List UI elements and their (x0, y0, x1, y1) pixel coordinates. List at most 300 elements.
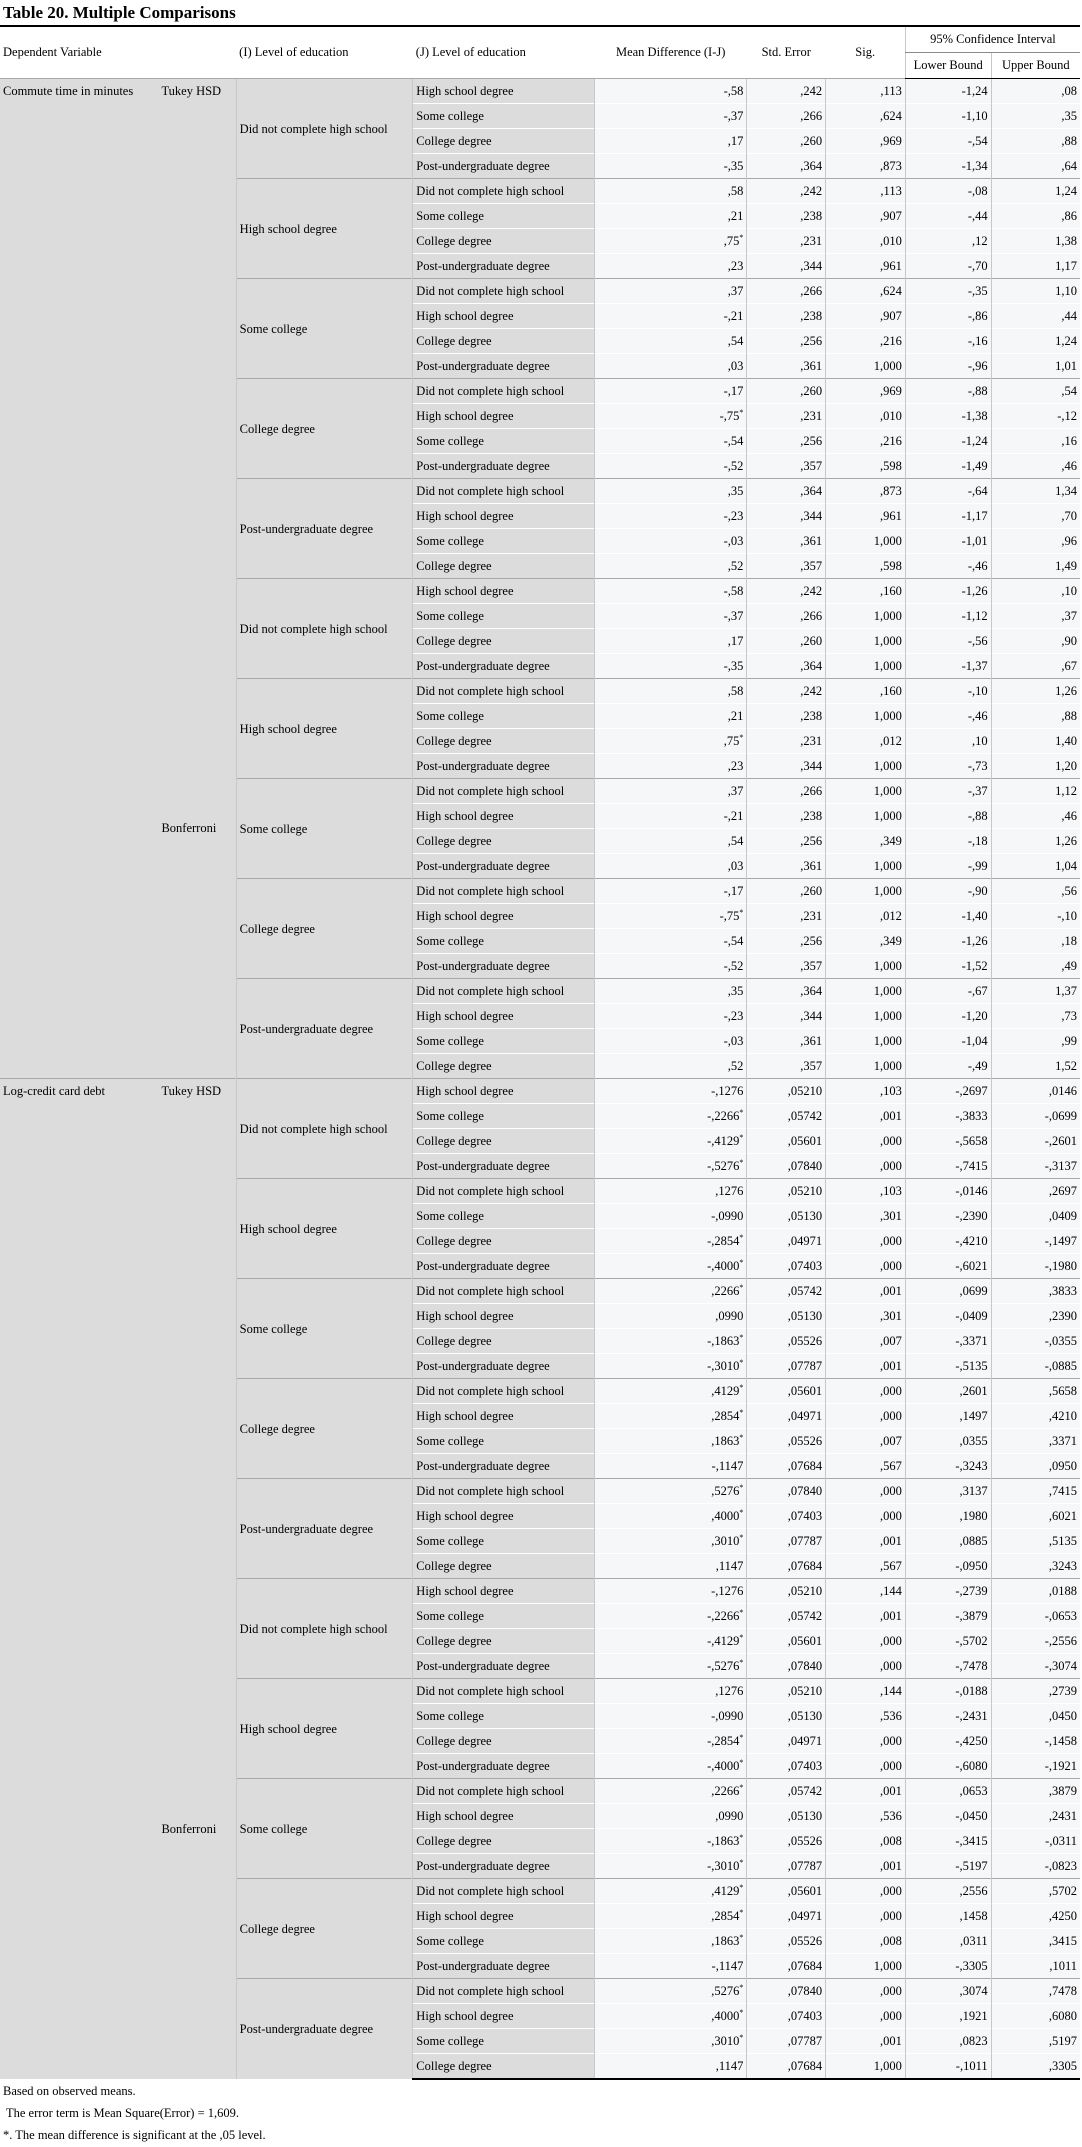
sig-cell: ,000 (826, 1979, 906, 2004)
footnote: Based on observed means. (3, 2084, 136, 2098)
upper-bound-cell: 1,04 (991, 854, 1080, 879)
mean-difference-cell: ,17 (594, 629, 746, 654)
lower-bound-cell: -,18 (905, 829, 991, 854)
lower-bound-cell: -,7478 (905, 1654, 991, 1679)
mean-difference-cell: ,75* (594, 729, 746, 754)
sig-cell: 1,000 (826, 879, 906, 904)
j-level-cell: College degree (413, 129, 595, 154)
sig-cell: ,000 (826, 1254, 906, 1279)
lower-bound-cell: -,16 (905, 329, 991, 354)
table-body (0, 79, 1080, 2080)
i-level-cell: Some college (236, 779, 413, 879)
std-error-cell: ,07403 (747, 1504, 826, 1529)
upper-bound-cell: ,35 (991, 104, 1080, 129)
upper-bound-cell: ,16 (991, 429, 1080, 454)
mean-difference-cell: ,37 (594, 279, 746, 304)
sig-cell: 1,000 (826, 354, 906, 379)
lower-bound-cell: -,46 (905, 704, 991, 729)
j-level-cell: Some college (413, 1429, 595, 1454)
mean-difference-cell: -,4129* (594, 1129, 746, 1154)
upper-bound-cell: ,70 (991, 504, 1080, 529)
upper-bound-cell: ,49 (991, 954, 1080, 979)
sig-cell: ,001 (826, 1854, 906, 1879)
std-error-cell: ,07684 (747, 2054, 826, 2080)
j-level-cell: Did not complete high school (413, 1879, 595, 1904)
lower-bound-cell: -,0146 (905, 1179, 991, 1204)
header-std-error: Std. Error (747, 26, 826, 79)
sig-cell: ,000 (826, 1504, 906, 1529)
upper-bound-cell: ,7415 (991, 1479, 1080, 1504)
mean-difference-cell: ,23 (594, 254, 746, 279)
mean-difference-cell: ,4000* (594, 1504, 746, 1529)
mean-difference-cell: -,75* (594, 404, 746, 429)
upper-bound-cell: ,3879 (991, 1779, 1080, 1804)
j-level-cell: Did not complete high school (413, 779, 595, 804)
upper-bound-cell: ,6021 (991, 1504, 1080, 1529)
upper-bound-cell: ,46 (991, 454, 1080, 479)
lower-bound-cell: -,2390 (905, 1204, 991, 1229)
sig-cell: ,969 (826, 129, 906, 154)
mean-difference-cell: -,4000* (594, 1254, 746, 1279)
j-level-cell: College degree (413, 729, 595, 754)
footnote: *. The mean difference is significant at the ,05 level. (3, 2128, 266, 2142)
sig-cell: ,160 (826, 579, 906, 604)
std-error-cell: ,05526 (747, 1429, 826, 1454)
upper-bound-cell: ,96 (991, 529, 1080, 554)
sig-cell: ,349 (826, 829, 906, 854)
upper-bound-cell: -,0311 (991, 1829, 1080, 1854)
upper-bound-cell: ,56 (991, 879, 1080, 904)
i-level-cell: High school degree (236, 1679, 413, 1779)
upper-bound-cell: -,2601 (991, 1129, 1080, 1154)
lower-bound-cell: -,46 (905, 554, 991, 579)
upper-bound-cell: ,3415 (991, 1929, 1080, 1954)
lower-bound-cell: ,1980 (905, 1504, 991, 1529)
upper-bound-cell: ,73 (991, 1004, 1080, 1029)
upper-bound-cell: ,3305 (991, 2054, 1080, 2080)
mean-difference-cell: ,21 (594, 704, 746, 729)
sig-cell: 1,000 (826, 1029, 906, 1054)
j-level-cell: Some college (413, 1204, 595, 1229)
sig-cell: 1,000 (826, 1004, 906, 1029)
upper-bound-cell: 1,26 (991, 829, 1080, 854)
std-error-cell: ,364 (747, 479, 826, 504)
sig-cell: 1,000 (826, 979, 906, 1004)
j-level-cell: Some college (413, 1029, 595, 1054)
upper-bound-cell: 1,01 (991, 354, 1080, 379)
j-level-cell: Did not complete high school (413, 1179, 595, 1204)
method-cell: Bonferroni (158, 579, 236, 1079)
lower-bound-cell: -,37 (905, 779, 991, 804)
j-level-cell: High school degree (413, 1304, 595, 1329)
std-error-cell: ,357 (747, 454, 826, 479)
lower-bound-cell: -,3305 (905, 1954, 991, 1979)
dependent-variable-cell: Commute time in minutes (0, 79, 158, 1079)
std-error-cell: ,242 (747, 179, 826, 204)
sig-cell: ,567 (826, 1454, 906, 1479)
mean-difference-cell: -,1863* (594, 1829, 746, 1854)
lower-bound-cell: -,54 (905, 129, 991, 154)
lower-bound-cell: -,5658 (905, 1129, 991, 1154)
upper-bound-cell: ,0188 (991, 1579, 1080, 1604)
upper-bound-cell: ,10 (991, 579, 1080, 604)
j-level-cell: Did not complete high school (413, 679, 595, 704)
upper-bound-cell: ,0950 (991, 1454, 1080, 1479)
std-error-cell: ,05601 (747, 1129, 826, 1154)
std-error-cell: ,07403 (747, 2004, 826, 2029)
lower-bound-cell: -,99 (905, 854, 991, 879)
j-level-cell: Post-undergraduate degree (413, 1254, 595, 1279)
mean-difference-cell: -,3010* (594, 1854, 746, 1879)
std-error-cell: ,05210 (747, 1579, 826, 1604)
lower-bound-cell: -,96 (905, 354, 991, 379)
std-error-cell: ,260 (747, 879, 826, 904)
sig-cell: ,144 (826, 1679, 906, 1704)
j-level-cell: Post-undergraduate degree (413, 854, 595, 879)
upper-bound-cell: ,0450 (991, 1704, 1080, 1729)
std-error-cell: ,05601 (747, 1379, 826, 1404)
sig-cell: ,001 (826, 1529, 906, 1554)
j-level-cell: High school degree (413, 1804, 595, 1829)
mean-difference-cell: ,35 (594, 979, 746, 1004)
upper-bound-cell: ,6080 (991, 2004, 1080, 2029)
std-error-cell: ,260 (747, 129, 826, 154)
std-error-cell: ,238 (747, 304, 826, 329)
mean-difference-cell: ,37 (594, 779, 746, 804)
lower-bound-cell: -1,49 (905, 454, 991, 479)
std-error-cell: ,05210 (747, 1679, 826, 1704)
upper-bound-cell: -,0823 (991, 1854, 1080, 1879)
mean-difference-cell: -,17 (594, 879, 746, 904)
j-level-cell: College degree (413, 329, 595, 354)
mean-difference-cell: ,0990 (594, 1304, 746, 1329)
sig-cell: ,000 (826, 1904, 906, 1929)
j-level-cell: Post-undergraduate degree (413, 1454, 595, 1479)
j-level-cell: Post-undergraduate degree (413, 954, 595, 979)
upper-bound-cell: ,54 (991, 379, 1080, 404)
std-error-cell: ,242 (747, 679, 826, 704)
upper-bound-cell: -,1497 (991, 1229, 1080, 1254)
j-level-cell: Post-undergraduate degree (413, 1154, 595, 1179)
std-error-cell: ,05130 (747, 1304, 826, 1329)
lower-bound-cell: ,0355 (905, 1429, 991, 1454)
sig-cell: ,000 (826, 1729, 906, 1754)
sig-cell: ,160 (826, 679, 906, 704)
lower-bound-cell: -,2431 (905, 1704, 991, 1729)
j-level-cell: High school degree (413, 2004, 595, 2029)
sig-cell: ,008 (826, 1829, 906, 1854)
j-level-cell: College degree (413, 554, 595, 579)
sig-cell: ,216 (826, 329, 906, 354)
lower-bound-cell: -1,17 (905, 504, 991, 529)
header-sig: Sig. (826, 26, 906, 79)
lower-bound-cell: -1,24 (905, 429, 991, 454)
upper-bound-cell: 1,40 (991, 729, 1080, 754)
mean-difference-cell: ,0990 (594, 1804, 746, 1829)
sig-cell: ,144 (826, 1579, 906, 1604)
lower-bound-cell: -,0409 (905, 1304, 991, 1329)
j-level-cell: High school degree (413, 1004, 595, 1029)
std-error-cell: ,260 (747, 379, 826, 404)
sig-cell: ,301 (826, 1304, 906, 1329)
i-level-cell: College degree (236, 879, 413, 979)
i-level-cell: Did not complete high school (236, 1579, 413, 1679)
mean-difference-cell: ,54 (594, 829, 746, 854)
j-level-cell: Some college (413, 104, 595, 129)
lower-bound-cell: -1,24 (905, 79, 991, 104)
sig-cell: ,961 (826, 504, 906, 529)
std-error-cell: ,07403 (747, 1254, 826, 1279)
std-error-cell: ,231 (747, 404, 826, 429)
j-level-cell: Some college (413, 1604, 595, 1629)
mean-difference-cell: ,23 (594, 754, 746, 779)
lower-bound-cell: -1,26 (905, 579, 991, 604)
std-error-cell: ,05601 (747, 1879, 826, 1904)
j-level-cell: Post-undergraduate degree (413, 454, 595, 479)
sig-cell: ,000 (826, 1404, 906, 1429)
std-error-cell: ,07840 (747, 1979, 826, 2004)
upper-bound-cell: ,1011 (991, 1954, 1080, 1979)
mean-difference-cell: -,1147 (594, 1454, 746, 1479)
std-error-cell: ,238 (747, 204, 826, 229)
j-level-cell: Did not complete high school (413, 879, 595, 904)
lower-bound-cell: -,0950 (905, 1554, 991, 1579)
mean-difference-cell: -,5276* (594, 1654, 746, 1679)
lower-bound-cell: -,4250 (905, 1729, 991, 1754)
std-error-cell: ,07787 (747, 1854, 826, 1879)
lower-bound-cell: -,67 (905, 979, 991, 1004)
i-level-cell: Did not complete high school (236, 579, 413, 679)
mean-difference-cell: ,03 (594, 854, 746, 879)
upper-bound-cell: -,1980 (991, 1254, 1080, 1279)
lower-bound-cell: -,2739 (905, 1579, 991, 1604)
sig-cell: ,624 (826, 104, 906, 129)
sig-cell: ,001 (826, 1279, 906, 1304)
lower-bound-cell: -1,40 (905, 904, 991, 929)
std-error-cell: ,07787 (747, 1529, 826, 1554)
lower-bound-cell: ,1497 (905, 1404, 991, 1429)
std-error-cell: ,256 (747, 429, 826, 454)
j-level-cell: Post-undergraduate degree (413, 1354, 595, 1379)
j-level-cell: College degree (413, 1729, 595, 1754)
upper-bound-cell: ,99 (991, 1029, 1080, 1054)
lower-bound-cell: -1,34 (905, 154, 991, 179)
std-error-cell: ,231 (747, 729, 826, 754)
i-level-cell: College degree (236, 1379, 413, 1479)
mean-difference-cell: ,1276 (594, 1179, 746, 1204)
mean-difference-cell: -,54 (594, 929, 746, 954)
lower-bound-cell: -,3833 (905, 1104, 991, 1129)
std-error-cell: ,357 (747, 554, 826, 579)
lower-bound-cell: -1,37 (905, 654, 991, 679)
upper-bound-cell: -,1921 (991, 1754, 1080, 1779)
mean-difference-cell: -,03 (594, 529, 746, 554)
mean-difference-cell: -,5276* (594, 1154, 746, 1179)
upper-bound-cell: 1,12 (991, 779, 1080, 804)
std-error-cell: ,256 (747, 329, 826, 354)
lower-bound-cell: ,3137 (905, 1479, 991, 1504)
lower-bound-cell: -,56 (905, 629, 991, 654)
lower-bound-cell: -1,26 (905, 929, 991, 954)
j-level-cell: Post-undergraduate degree (413, 754, 595, 779)
std-error-cell: ,07787 (747, 2029, 826, 2054)
j-level-cell: Some college (413, 1929, 595, 1954)
upper-bound-cell: ,88 (991, 704, 1080, 729)
std-error-cell: ,364 (747, 979, 826, 1004)
std-error-cell: ,07684 (747, 1954, 826, 1979)
mean-difference-cell: ,03 (594, 354, 746, 379)
mean-difference-cell: ,4129* (594, 1379, 746, 1404)
lower-bound-cell: ,2556 (905, 1879, 991, 1904)
lower-bound-cell: ,2601 (905, 1379, 991, 1404)
lower-bound-cell: -,7415 (905, 1154, 991, 1179)
lower-bound-cell: -,88 (905, 804, 991, 829)
multiple-comparisons-table (0, 25, 1080, 2080)
std-error-cell: ,05130 (747, 1804, 826, 1829)
j-level-cell: College degree (413, 1829, 595, 1854)
sig-cell: ,113 (826, 79, 906, 104)
header-upper-bound: Upper Bound (991, 53, 1080, 79)
mean-difference-cell: -,23 (594, 504, 746, 529)
i-level-cell: Post-undergraduate degree (236, 1479, 413, 1579)
j-level-cell: Post-undergraduate degree (413, 1754, 595, 1779)
i-level-cell: Post-undergraduate degree (236, 979, 413, 1079)
lower-bound-cell: ,12 (905, 229, 991, 254)
std-error-cell: ,07684 (747, 1554, 826, 1579)
mean-difference-cell: -,1276 (594, 1079, 746, 1104)
sig-cell: ,000 (826, 1379, 906, 1404)
sig-cell: 1,000 (826, 854, 906, 879)
mean-difference-cell: ,52 (594, 554, 746, 579)
j-level-cell: Did not complete high school (413, 479, 595, 504)
std-error-cell: ,344 (747, 504, 826, 529)
upper-bound-cell: -,0355 (991, 1329, 1080, 1354)
upper-bound-cell: ,18 (991, 929, 1080, 954)
sig-cell: ,001 (826, 2029, 906, 2054)
upper-bound-cell: ,5658 (991, 1379, 1080, 1404)
table-row (0, 79, 1080, 104)
upper-bound-cell: ,2697 (991, 1179, 1080, 1204)
j-level-cell: Did not complete high school (413, 979, 595, 1004)
upper-bound-cell: -,0885 (991, 1354, 1080, 1379)
sig-cell: 1,000 (826, 629, 906, 654)
sig-cell: ,012 (826, 904, 906, 929)
lower-bound-cell: ,0823 (905, 2029, 991, 2054)
sig-cell: 1,000 (826, 604, 906, 629)
j-level-cell: Did not complete high school (413, 1379, 595, 1404)
mean-difference-cell: ,1276 (594, 1679, 746, 1704)
i-level-cell: Did not complete high school (236, 79, 413, 179)
j-level-cell: College degree (413, 2054, 595, 2080)
sig-cell: ,103 (826, 1079, 906, 1104)
mean-difference-cell: ,54 (594, 329, 746, 354)
sig-cell: ,001 (826, 1779, 906, 1804)
std-error-cell: ,344 (747, 754, 826, 779)
sig-cell: ,873 (826, 154, 906, 179)
std-error-cell: ,256 (747, 929, 826, 954)
lower-bound-cell: -,90 (905, 879, 991, 904)
i-level-cell: Some college (236, 1779, 413, 1879)
sig-cell: ,961 (826, 254, 906, 279)
upper-bound-cell: ,0409 (991, 1204, 1080, 1229)
lower-bound-cell: -1,04 (905, 1029, 991, 1054)
upper-bound-cell: 1,26 (991, 679, 1080, 704)
j-level-cell: Did not complete high school (413, 379, 595, 404)
upper-bound-cell: ,3833 (991, 1279, 1080, 1304)
upper-bound-cell: ,2431 (991, 1804, 1080, 1829)
upper-bound-cell: ,86 (991, 204, 1080, 229)
std-error-cell: ,07840 (747, 1479, 826, 1504)
j-level-cell: Did not complete high school (413, 1479, 595, 1504)
j-level-cell: Some college (413, 429, 595, 454)
std-error-cell: ,238 (747, 704, 826, 729)
sig-cell: ,349 (826, 929, 906, 954)
sig-cell: 1,000 (826, 1954, 906, 1979)
std-error-cell: ,05526 (747, 1929, 826, 1954)
upper-bound-cell: -,2556 (991, 1629, 1080, 1654)
j-level-cell: College degree (413, 229, 595, 254)
mean-difference-cell: -,17 (594, 379, 746, 404)
std-error-cell: ,364 (747, 654, 826, 679)
sig-cell: 1,000 (826, 704, 906, 729)
j-level-cell: Some college (413, 704, 595, 729)
mean-difference-cell: -,2854* (594, 1229, 746, 1254)
mean-difference-cell: ,2854* (594, 1904, 746, 1929)
std-error-cell: ,07787 (747, 1354, 826, 1379)
upper-bound-cell: ,4250 (991, 1904, 1080, 1929)
mean-difference-cell: -,58 (594, 79, 746, 104)
upper-bound-cell: 1,52 (991, 1054, 1080, 1079)
j-level-cell: Some college (413, 204, 595, 229)
std-error-cell: ,266 (747, 779, 826, 804)
mean-difference-cell: -,4000* (594, 1754, 746, 1779)
std-error-cell: ,361 (747, 354, 826, 379)
lower-bound-cell: -,0450 (905, 1804, 991, 1829)
std-error-cell: ,361 (747, 529, 826, 554)
lower-bound-cell: -,70 (905, 254, 991, 279)
i-level-cell: Did not complete high school (236, 1079, 413, 1179)
lower-bound-cell: ,0653 (905, 1779, 991, 1804)
sig-cell: 1,000 (826, 654, 906, 679)
std-error-cell: ,361 (747, 854, 826, 879)
j-level-cell: High school degree (413, 1504, 595, 1529)
sig-cell: ,873 (826, 479, 906, 504)
mean-difference-cell: -,3010* (594, 1354, 746, 1379)
mean-difference-cell: -,0990 (594, 1204, 746, 1229)
std-error-cell: ,05526 (747, 1829, 826, 1854)
j-level-cell: College degree (413, 1554, 595, 1579)
lower-bound-cell: ,1458 (905, 1904, 991, 1929)
sig-cell: ,598 (826, 454, 906, 479)
mean-difference-cell: -,58 (594, 579, 746, 604)
upper-bound-cell: ,5135 (991, 1529, 1080, 1554)
j-level-cell: Some college (413, 929, 595, 954)
mean-difference-cell: -,52 (594, 454, 746, 479)
i-level-cell: College degree (236, 379, 413, 479)
std-error-cell: ,242 (747, 79, 826, 104)
mean-difference-cell: ,1863* (594, 1429, 746, 1454)
sig-cell: ,907 (826, 304, 906, 329)
sig-cell: 1,000 (826, 954, 906, 979)
std-error-cell: ,07840 (747, 1654, 826, 1679)
upper-bound-cell: ,67 (991, 654, 1080, 679)
j-level-cell: College degree (413, 629, 595, 654)
sig-cell: ,216 (826, 429, 906, 454)
upper-bound-cell: ,5702 (991, 1879, 1080, 1904)
j-level-cell: Post-undergraduate degree (413, 1854, 595, 1879)
upper-bound-cell: ,37 (991, 604, 1080, 629)
upper-bound-cell: ,2739 (991, 1679, 1080, 1704)
